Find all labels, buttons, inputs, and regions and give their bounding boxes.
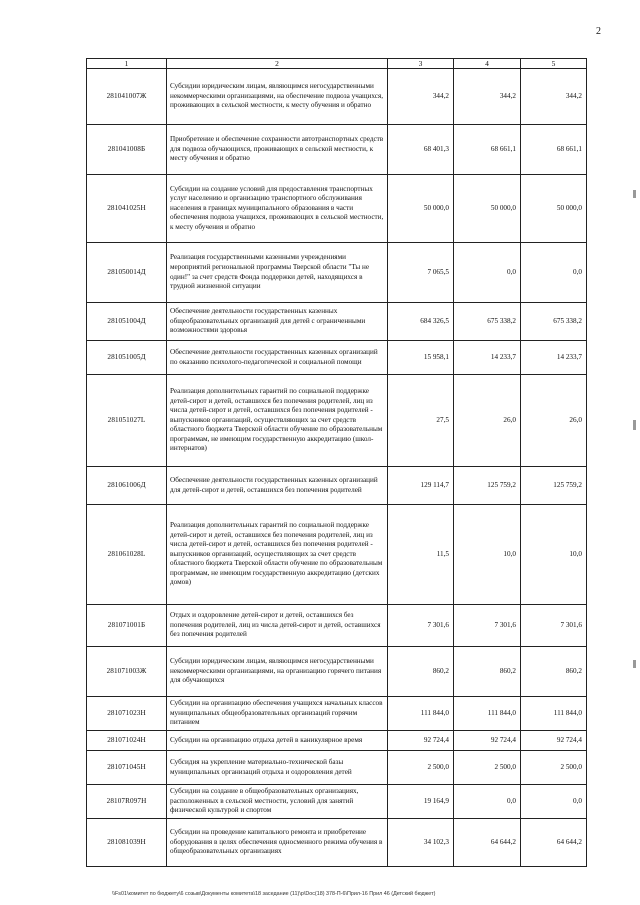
row-value-col5: 64 644,2 bbox=[521, 819, 587, 867]
row-code: 281051004Д bbox=[87, 303, 167, 341]
row-value-col4: 0,0 bbox=[454, 785, 521, 819]
column-header-2: 2 bbox=[167, 59, 388, 69]
row-value-col5: 344,2 bbox=[521, 69, 587, 125]
row-value-col4: 860,2 bbox=[454, 647, 521, 697]
row-value-col5: 125 759,2 bbox=[521, 467, 587, 505]
table-row bbox=[87, 697, 587, 731]
row-code: 281071023Н bbox=[87, 697, 167, 731]
column-header-4: 4 bbox=[454, 59, 521, 69]
row-value-col3: 7 065,5 bbox=[388, 243, 454, 303]
row-value-col4: 2 500,0 bbox=[454, 751, 521, 785]
row-code: 281071024Н bbox=[87, 731, 167, 751]
row-value-col4: 10,0 bbox=[454, 505, 521, 605]
row-value-col3: 27,5 bbox=[388, 375, 454, 467]
row-value-col3: 860,2 bbox=[388, 647, 454, 697]
row-code: 281061006Д bbox=[87, 467, 167, 505]
row-code: 281041008Б bbox=[87, 125, 167, 175]
table-row bbox=[87, 605, 587, 647]
column-number-header-row bbox=[87, 59, 587, 69]
row-code: 281081039Н bbox=[87, 819, 167, 867]
row-code: 281051005Д bbox=[87, 341, 167, 375]
row-code: 28107R097Н bbox=[87, 785, 167, 819]
row-code: 281041007Ж bbox=[87, 69, 167, 125]
budget-table-sheet bbox=[86, 58, 586, 867]
table-row bbox=[87, 375, 587, 467]
table-row bbox=[87, 125, 587, 175]
row-description: Обеспечение деятельности государственных казенных организаций для детей-сирот и детей, оставшихся без попечения родителей bbox=[167, 467, 388, 505]
row-code: 281071001Б bbox=[87, 605, 167, 647]
row-value-col5: 68 661,1 bbox=[521, 125, 587, 175]
table-row bbox=[87, 731, 587, 751]
row-value-col5: 50 000,0 bbox=[521, 175, 587, 243]
row-value-col4: 50 000,0 bbox=[454, 175, 521, 243]
row-value-col3: 92 724,4 bbox=[388, 731, 454, 751]
table-row bbox=[87, 303, 587, 341]
row-value-col3: 11,5 bbox=[388, 505, 454, 605]
table-row bbox=[87, 467, 587, 505]
row-description: Субсидии на организацию отдыха детей в каникулярное время bbox=[167, 731, 388, 751]
row-description: Обеспечение деятельности государственных казенных общеобразовательных организаций для детей с ограниченными возможностями здоровья bbox=[167, 303, 388, 341]
row-value-col3: 2 500,0 bbox=[388, 751, 454, 785]
row-value-col3: 7 301,6 bbox=[388, 605, 454, 647]
row-value-col5: 0,0 bbox=[521, 243, 587, 303]
budget-table bbox=[86, 58, 587, 867]
row-value-col4: 68 661,1 bbox=[454, 125, 521, 175]
row-value-col5: 675 338,2 bbox=[521, 303, 587, 341]
table-row bbox=[87, 175, 587, 243]
table-row bbox=[87, 505, 587, 605]
row-description: Реализация дополнительных гарантий по социальной поддержке детей-сирот и детей, оставшихся без попечения родителей, лиц из числа детей-сирот и детей, оставшихся без попечения родителей - выпускников организаций, осуществляющих за счет средств областного бюджета Тверской области обучение по образовательным программам, не имеющим государственную аккредитацию (школ-интернатов) bbox=[167, 375, 388, 467]
row-value-col4: 14 233,7 bbox=[454, 341, 521, 375]
row-value-col4: 26,0 bbox=[454, 375, 521, 467]
row-description: Субсидии на организацию обеспечения учащихся начальных классов муниципальных общеобразовательных организаций горячим питанием bbox=[167, 697, 388, 731]
row-description: Субсидия на укрепление материально-технической базы муниципальных организаций отдыха и оздоровления детей bbox=[167, 751, 388, 785]
table-row bbox=[87, 647, 587, 697]
row-value-col4: 675 338,2 bbox=[454, 303, 521, 341]
row-value-col3: 50 000,0 bbox=[388, 175, 454, 243]
row-code: 281061028L bbox=[87, 505, 167, 605]
column-header-5: 5 bbox=[521, 59, 587, 69]
row-value-col4: 92 724,4 bbox=[454, 731, 521, 751]
table-row bbox=[87, 341, 587, 375]
row-description: Субсидии на создание условий для предоставления транспортных услуг населению и организацию транспортного обслуживания населения в границах муниципального образования в части обеспечения подвоза учащихся, проживающих в сельской местности, к месту обучения и обратно bbox=[167, 175, 388, 243]
row-value-col4: 0,0 bbox=[454, 243, 521, 303]
row-value-col5: 0,0 bbox=[521, 785, 587, 819]
row-value-col5: 92 724,4 bbox=[521, 731, 587, 751]
page-number: 2 bbox=[596, 26, 601, 37]
row-value-col5: 26,0 bbox=[521, 375, 587, 467]
row-value-col3: 111 844,0 bbox=[388, 697, 454, 731]
row-value-col3: 344,2 bbox=[388, 69, 454, 125]
row-value-col5: 2 500,0 bbox=[521, 751, 587, 785]
column-header-1: 1 bbox=[87, 59, 167, 69]
row-value-col5: 111 844,0 bbox=[521, 697, 587, 731]
column-header-3: 3 bbox=[388, 59, 454, 69]
table-row bbox=[87, 69, 587, 125]
row-description: Субсидии юридическим лицам, являющимся негосударственными некоммерческими организациями, на обеспечение подвоза учащихся, проживающих в сельской местности, к месту обучения и обратно bbox=[167, 69, 388, 125]
row-description: Субсидии на создание в общеобразовательных организациях, расположенных в сельской местности, условий для занятий физической культурой и спортом bbox=[167, 785, 388, 819]
row-value-col4: 111 844,0 bbox=[454, 697, 521, 731]
row-value-col5: 14 233,7 bbox=[521, 341, 587, 375]
row-description: Обеспечение деятельности государственных казенных организаций по оказанию психолого-педагогической и социальной помощи bbox=[167, 341, 388, 375]
row-value-col3: 34 102,3 bbox=[388, 819, 454, 867]
row-value-col3: 684 326,5 bbox=[388, 303, 454, 341]
row-description: Субсидии юридическим лицам, являющимся негосударственными некоммерческими организациями, на организацию горячего питания для обучающихся bbox=[167, 647, 388, 697]
row-code: 281050014Д bbox=[87, 243, 167, 303]
row-value-col3: 68 401,3 bbox=[388, 125, 454, 175]
row-value-col3: 129 114,7 bbox=[388, 467, 454, 505]
row-code: 281071003Ж bbox=[87, 647, 167, 697]
table-row bbox=[87, 243, 587, 303]
budget-table-body bbox=[87, 59, 587, 867]
row-value-col5: 10,0 bbox=[521, 505, 587, 605]
scan-edge-mark bbox=[633, 420, 636, 430]
table-row bbox=[87, 785, 587, 819]
row-value-col4: 7 301,6 bbox=[454, 605, 521, 647]
row-value-col4: 125 759,2 bbox=[454, 467, 521, 505]
row-value-col3: 15 958,1 bbox=[388, 341, 454, 375]
scan-edge-mark bbox=[633, 660, 636, 668]
row-description: Реализация дополнительных гарантий по социальной поддержке детей-сирот и детей, оставшихся без попечения родителей, лиц из числа детей-сирот и детей, оставшихся без попечения родителей - выпускников организаций, осуществляющих за счет средств областного бюджета Тверской области обучение по образовательным программам, не имеющим государственную аккредитацию (детских домов) bbox=[167, 505, 388, 605]
row-description: Приобретение и обеспечение сохранности автотранспортных средств для подвоза обучающихся, проживающих в сельской местности, к месту обучения и обратно bbox=[167, 125, 388, 175]
row-value-col3: 19 164,9 bbox=[388, 785, 454, 819]
row-value-col5: 860,2 bbox=[521, 647, 587, 697]
row-value-col4: 344,2 bbox=[454, 69, 521, 125]
row-value-col5: 7 301,6 bbox=[521, 605, 587, 647]
scan-edge-mark bbox=[633, 190, 636, 198]
row-code: 281051027L bbox=[87, 375, 167, 467]
footer-file-path: \\Fs01\комитет по бюджету\6 созыв\Документы комитета\18 заседание (11)\p\Doc(18) 378-П-6\Прил-16 Прил 46 (Детский бюджет) bbox=[112, 891, 436, 897]
row-code: 281041025Н bbox=[87, 175, 167, 243]
row-description: Реализация государственными казенными учреждениями мероприятий региональной программы Тверской области "Ты не один!" за счет средств Фонда поддержки детей, находящихся в трудной жизненной ситуации bbox=[167, 243, 388, 303]
row-description: Субсидии на проведение капитального ремонта и приобретение оборудования в целях обеспечения односменного режима обучения в общеобразовательных организациях bbox=[167, 819, 388, 867]
row-value-col4: 64 644,2 bbox=[454, 819, 521, 867]
table-row bbox=[87, 751, 587, 785]
row-description: Отдых и оздоровление детей-сирот и детей, оставшихся без попечения родителей, лиц из числа детей-сирот и детей, оставшихся без попечения родителей bbox=[167, 605, 388, 647]
table-row bbox=[87, 819, 587, 867]
row-code: 281071045Н bbox=[87, 751, 167, 785]
